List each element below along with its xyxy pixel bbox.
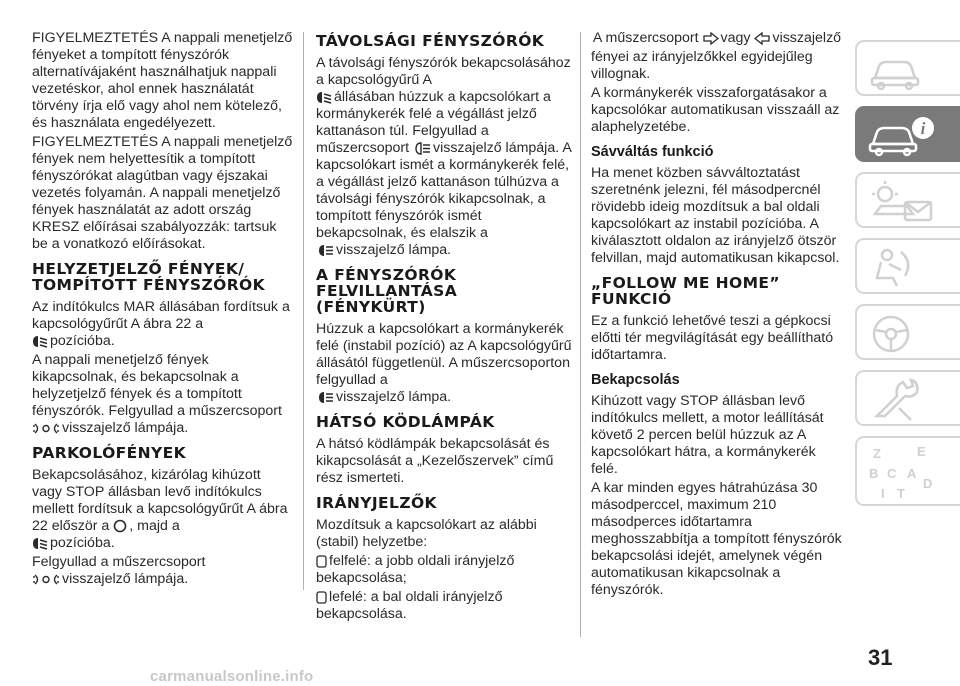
paragraph: A műszercsoport vagy visszajelző [592,30,842,46]
paragraph: A távolsági fényszórók bekapcsolásához a kapcsológyűrű A állásában húzzuk a kapcsolókart a kormánykerék felé a végállást jelző kattanáson túl. Felgyullad a műszercsoport visszajelző lámpája. A kapcsolókart ismét a kormánykerék felé, a végállást jelző kattanáson túlhúzva a távolsági fényszórók kikapcsolnak, a tompított fényszórók ismét bekapcsolnak, és elalszik a visszajelző lámpa. [316,55,572,258]
column-2 [316,30,572,625]
heading-rear-fog: HÁTSÓ KÖDLÁMPÁK [316,413,495,431]
heading-follow-me-home: „FOLLOW ME HOME” FUNKCIÓ [591,274,780,308]
heading-high-beam: TÁVOLSÁGI FÉNYSZÓRÓK [316,32,545,50]
tab-maintenance[interactable] [855,370,960,426]
svg-text:Z: Z [873,446,881,461]
tab-index[interactable] [855,436,960,506]
parking-light-icon [32,537,48,550]
column-separator [580,32,581,637]
low-beam-icon [316,91,332,104]
high-beam-icon [316,391,334,404]
paragraph: fényei az irányjelzőkkel egyidejűleg villognak. [591,49,813,82]
warning-light-icon [867,180,937,224]
paragraph: Ha menet közben sávváltoztatást szeretnénk jelezni, fél másodpercnél rövidebb ideig mozdítsuk a bal oldali kapcsolókart az instabil pozícióba. A kiválasztott oldalon az irányjelző ötször felvillan, majd automatikusan kikapcsol. [591,165,840,266]
right-arrow-icon [703,32,719,45]
bullet-box-icon [316,555,327,568]
left-arrow-icon [754,32,770,45]
heading-lane-change: Sávváltás funkció [591,144,714,160]
list-item: lefelé: a bal oldali irányjelző bekapcsolása. [316,589,503,622]
page-number: 31 [868,645,893,670]
svg-text:I: I [881,486,885,501]
index-letters-icon [867,444,943,502]
column-separator [303,32,304,590]
paragraph: Kihúzott vagy STOP állásban levő indítókulcs mellett, a motor leállítását követő 2 percen belül húzzuk az A kapcsolókart hátra, a kormánykerék felé. [591,393,824,477]
warning-paragraph-2: FIGYELMEZTETÉS A nappali menetjelző fények nem helyettesítik a tompított fényszórókat alagútban vagy éjszakai vezetés folyamán. A nappali menetjelző fények használatát az adott ország KRESZ előírásai szabályozzák: tartsuk be a vonatkozó előírásokat. [32,134,293,252]
high-beam-icon [413,142,431,155]
watermark: carmanualsonline.info [150,668,314,685]
paragraph: Felgyullad a műszercsoport visszajelző lámpája. [32,554,206,587]
car-icon [867,48,927,92]
tab-airbag[interactable] [855,238,960,294]
paragraph: Bekapcsolásához, kizárólag kihúzott vagy STOP állásban levő indítókulcs mellett fordítsuk a kapcsológyűrűt A ábra 22 először a , majd a pozícióba. [32,467,288,551]
high-beam-icon [316,244,334,257]
paragraph: Az indítókulcs MAR állásában fordítsuk a kapcsológyűrűt A ábra 22 a pozícióba. [32,299,290,349]
paragraph: Húzzuk a kapcsolókart a kormánykerék felé (instabil pozíció) az A kapcsológyűrű állásától függetlenül. A műszercsoporton felgyullad a visszajelző lámpa. [316,321,572,405]
svg-text:B: B [869,466,879,481]
airbag-icon [867,246,927,290]
paragraph: A kormánykerék visszaforgatásakor a kapcsolókar automatikusan visszaáll az alaphelyzetébe. [591,85,840,135]
wrench-icon [867,378,927,422]
heading-position-lights: HELYZETJELZŐ FÉNYEK/ TOMPÍTOTT FÉNYSZÓRÓK [32,260,266,294]
list-item: felfelé: a jobb oldali irányjelző bekapcsolása; [316,553,515,586]
car-info-icon [867,114,939,158]
key-off-icon [113,519,127,533]
tab-steering-wheel[interactable] [855,304,960,360]
low-beam-icon [32,335,48,348]
paragraph: Ez a funkció lehetővé teszi a gépkocsi előtti tér megvilágítását egy beállítható időtartamra. [591,313,834,363]
warning-paragraph-1: FIGYELMEZTETÉS A nappali menetjelző fényeket a tompított fényszórók alternatívájaként használhatjuk nappali vezetéskor, ahol ennek használatát törvény írja elő vagy ahol nem kötelező, és használata engedélyezett. [32,30,293,131]
bullet-box-icon [316,591,327,604]
paragraph: A hátsó ködlámpák bekapcsolását és kikapcsolását a „Kezelőszervek” című rész ismerteti. [316,436,554,486]
steering-wheel-icon [867,312,927,356]
column-1 [32,30,294,590]
svg-text:T: T [897,486,905,501]
svg-text:E: E [917,444,926,459]
svg-text:A: A [907,466,917,481]
heading-activation: Bekapcsolás [591,372,680,388]
tab-warning-lights[interactable] [855,172,960,228]
heading-flash: A FÉNYSZÓRÓK FELVILLANTÁSA (FÉNYKÜRT) [316,266,458,316]
svg-text:i: i [920,119,926,138]
position-lights-icon [32,422,60,435]
column-3 [591,30,843,601]
tab-car[interactable] [855,40,960,96]
svg-text:D: D [923,476,933,491]
paragraph: Mozdítsuk a kapcsolókart az alábbi (stabil) helyzetbe: [316,517,537,550]
position-lights-icon [32,573,60,586]
heading-turn-signals: IRÁNYJELZŐK [316,494,437,512]
paragraph: A kar minden egyes hátrahúzása 30 másodperccel, maximum 210 másodperces időtartamra meghosszabbítja a tompított fényszórók bekapcsolási idejét, amelynek végén automatikusan kikapcsolnak a fényszórók. [591,480,842,598]
heading-parking-lights: PARKOLÓFÉNYEK [32,444,187,462]
tab-car-info[interactable] [855,106,960,162]
svg-text:C: C [887,466,897,481]
paragraph: A nappali menetjelző fények kikapcsolnak, és bekapcsolnak a helyzetjelző fények és a tompított fényszórók. Felgyullad a műszercsoport visszajelző lámpája. [32,352,282,436]
